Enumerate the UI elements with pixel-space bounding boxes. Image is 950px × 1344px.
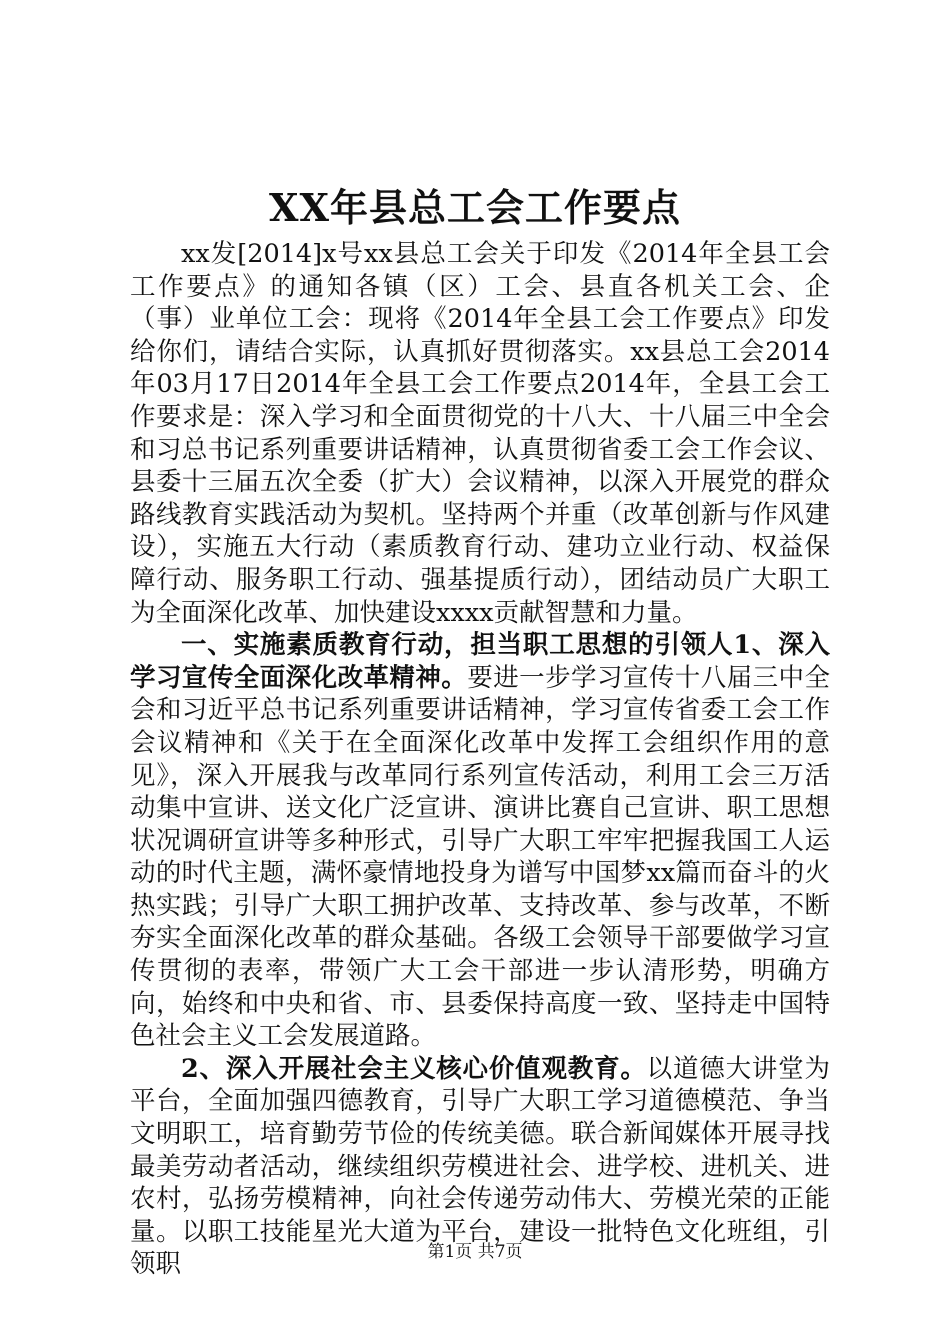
paragraph-heading: 2、深入开展社会主义核心价值观教育。: [181, 1053, 647, 1084]
paragraph-heading: 一、实施素质教育行动，担当职工思想的引领人1、深入学习宣传全面深化改革精神。: [130, 630, 830, 693]
paragraph-text: 要进一步学习宣传十八届三中全会和习近平总书记系列重要讲话精神，学习宣传省委工会工作会议精神和《关于在全面深化改革中发挥工会组织作用的意见》，深入开展我与改革同行系列宣传活动，利用工会三万活动集中宣讲、送文化广泛宣讲、演讲比赛自己宣讲、职工思想状况调研宣讲等多种形式，引导广大职工牢牢把握我国工人运动的时代主题，满怀豪情地投身为谱写中国梦xx篇而奋斗的火热实践；引导广大职工拥护改革、支持改革、参与改革，不断夯实全面深化改革的群众基础。各级工会领导干部要做学习宣传贯彻的表率，带领广大工会干部进一步认清形势，明确方向，始终和中央和省、市、县委保持高度一致、坚持走中国特色社会主义工会发展道路。: [130, 662, 830, 1052]
paragraph-section-1: [130, 629, 830, 1053]
paragraph-text: 以道德大讲堂为平台，全面加强四德教育，引导广大职工学习道德模范、争当文明职工，培育勤劳节俭的传统美德。联合新闻媒体开展寻找最美劳动者活动，继续组织劳模进社会、进学校、进机关、进农村，弘扬劳模精神，向社会传递劳动伟大、劳模光荣的正能量。以职工技能星光大道为平台，建设一批特色文化班组，引领职: [130, 1053, 830, 1280]
page-number-footer: 第1页 共7页: [427, 1242, 523, 1262]
paragraph-intro: [130, 238, 830, 629]
document-title: XX年县总工会工作要点: [269, 185, 681, 230]
paragraph-text: xx发[2014]x号xx县总工会关于印发《2014年全县工会工作要点》的通知各镇（区）工会、县直各机关工会、企（事）业单位工会：现将《2014年全县工会工作要点》印发给你们，请结合实际，认真抓好贯彻落实。xx县总工会2014年03月17日2014年全县工会工作要点2014年，全县工会工作要求是：深入学习和全面贯彻党的十八大、十八届三中全会和习总书记系列重要讲话精神，认真贯彻省委工会工作会议、县委十三届五次全委（扩大）会议精神，以深入开展党的群众路线教育实践活动为契机。坚持两个并重（改革创新与作风建设），实施五大行动（素质教育行动、建功立业行动、权益保障行动、服务职工行动、强基提质行动），团结动员广大职工为全面深化改革、加快建设xxxx贡献智慧和力量。: [130, 239, 830, 628]
document-body: [130, 238, 830, 1281]
